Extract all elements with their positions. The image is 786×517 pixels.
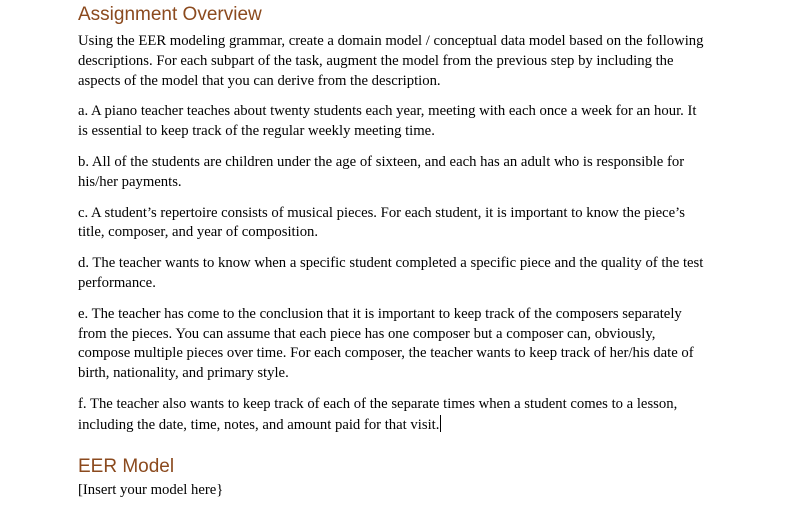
task-item-d[interactable]: d. The teacher wants to know when a specific student completed a specific piece and the quality of the test performance. (78, 255, 704, 291)
assignment-overview-heading: Assignment Overview (78, 4, 262, 25)
intro-paragraph[interactable]: Using the EER modeling grammar, create a domain model / conceptual data model based on the following descriptions. For each subpart of the task, augment the model from the previous step by including the aspects of the model that you can derive from the description. (78, 33, 704, 89)
task-item-e[interactable]: e. The teacher has come to the conclusion that it is important to keep track of the composers separately from the pieces. You can assume that each piece has one composer but a composer can, obviously, compose multiple pieces over time. For each composer, the teacher wants to keep track of her/his date of birth, nationality, and primary style. (78, 305, 694, 382)
eer-model-heading: EER Model (78, 455, 175, 477)
task-item-a[interactable]: a. A piano teacher teaches about twenty students each year, meeting with each once a week for an hour. It is essential to keep track of the regular weekly meeting time. (78, 103, 697, 140)
task-item-c[interactable]: c. A student’s repertoire consists of musical pieces. For each student, it is important to know the piece’s title, composer, and year of composition. (78, 204, 685, 241)
task-item-f[interactable] (78, 395, 708, 436)
text-cursor (440, 415, 441, 432)
task-item-f-text: f. The teacher also wants to keep track of each of the separate times when a student comes to a lesson, including the date, time, notes, and amount paid for that visit. (78, 395, 678, 433)
model-placeholder[interactable]: [Insert your model here} (78, 481, 224, 498)
task-item-b[interactable]: b. All of the students are children under the age of sixteen, and each has an adult who is responsible for his/her payments. (78, 153, 685, 190)
document-page (78, 4, 708, 500)
